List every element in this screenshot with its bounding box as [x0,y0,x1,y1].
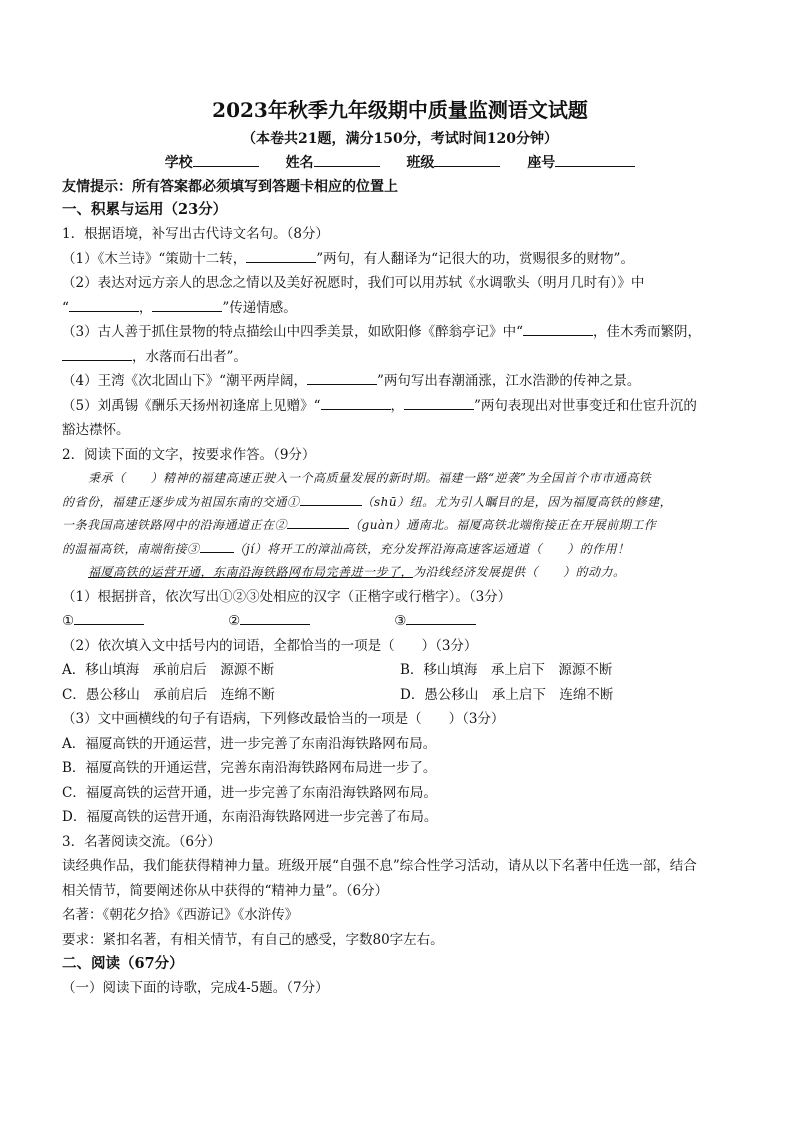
q1-4-text-b: ”两句写出春潮涌涨，江水浩渺的传神之景。 [377,373,641,389]
q1-2-quote: “ [62,299,69,316]
q3-requirement: 要求：紧扣名著，有相关情节，有自己的感受，字数80字左右。 [62,931,444,948]
q1-2-text: ”传递情感。 [222,299,297,316]
name-label: 姓名 [285,155,314,171]
q1-item-4 [62,369,738,394]
q1-5-text-a: （5）刘禹锡《酬乐天扬州初逢席上见赠》“ [62,397,321,414]
q1-item-1 [62,247,738,272]
exam-title: 2023年秋季九年级期中质量监测语文试题 [212,98,588,122]
section-1-heading: 一、积累与运用（23分） [62,201,228,218]
q2-passage-line-1: 秉承（ ）精神的福建高速正驶入一个高质量发展的新时期。福建一路“逆袭”为全国首个市市通高铁 [88,471,652,485]
blank-marker-3: ③ [394,613,407,629]
q2-p4-text-b: （jí）将开工的漳汕高铁，充分发挥沿海高速客运通道（ ）的作用！ [233,541,630,556]
q1-item-3-cont [62,345,738,370]
q2-sub-3: （3）文中画横线的句子有语病，下列修改最恰当的一项是（ ）（3分） [62,711,505,727]
answer-blank[interactable] [62,347,132,361]
option-a[interactable]: A．移山填海 承前启后 源源不断 [62,662,275,678]
q2-options-row-2 [62,683,738,708]
q1-stem: 1．根据语境，补写出古代诗文名句。（8分） [62,226,329,242]
blank-marker-1: ① [62,613,75,629]
answer-blank[interactable] [523,322,593,336]
q1-3-text-b: ，佳木秀而繁阴， [593,324,701,340]
answer-blank[interactable] [307,371,377,385]
q3-body-2: 相关情节，简要阐述你从中获得的“精神力量”。（6分） [62,882,389,899]
q2-p2-text-b: （shū）纽。尤为引人瞩目的是，因为福厦高铁的修建， [361,494,673,509]
section-2-heading: 二、阅读（67分） [62,955,184,972]
revision-option-d[interactable]: D．福厦高铁的运营开通，东南沿海铁路网进一步完善了布局。 [62,809,438,825]
q3-stem: 3．名著阅读交流。（6分） [62,833,221,850]
answer-blank[interactable] [74,611,144,625]
revision-option-b[interactable]: B．福厦高铁的开通运营，完善东南沿海铁路网布局进一步了。 [62,760,437,776]
q1-item-2: （2）表达对远方亲人的思念之情以及美好祝愿时，我们可以用苏轼《水调歌头（明月几时有）》中 [62,275,645,291]
q1-1-text-a: （1）《木兰诗》“策勋十二转， [62,250,247,267]
answer-blank[interactable] [69,298,139,312]
q2-p4-text-a: 的温福高铁，南端衔接③ [62,541,200,556]
revision-option-c[interactable]: C．福厦高铁的运营开通，进一步完善了东南沿海铁路网布局。 [62,784,437,801]
q3-books: 名著：《朝花夕拾》《西游记》《水浒传》 [62,907,299,923]
answer-blank[interactable] [246,249,316,263]
q2-p3-text-b: （guàn）通南北。福厦高铁北端衔接正在开展前期工作 [349,518,657,532]
q1-1-text-b: ”两句，有人翻译为“记很大的功，赏赐很多的财物”。 [316,250,634,267]
answer-blank[interactable] [240,611,310,625]
q1-2-comma: ， [138,299,153,316]
q2-passage-line-4 [62,538,738,562]
q2-p3-text-a: 一条我国高速铁路网中的沿海通道正在② [62,518,288,532]
exam-page [62,92,738,1001]
q3-body-1: 读经典作品，我们能获得精神力量。班级开展“自强不息”综合性学习活动，请从以下名著中任选一部，结合 [62,858,697,874]
q2-sub-2: （2）依次填入文中括号内的词语，全都恰当的一项是（ ）（3分） [62,637,478,654]
q2-p2-text-a: 的省份，福建正逐步成为祖国东南的交通① [62,494,300,509]
answer-blank[interactable] [287,515,349,529]
q1-5-text-b: ”两句表现出对世事变迁和仕宦升沉的 [474,397,697,414]
school-field[interactable] [193,152,259,167]
answer-blank[interactable] [300,492,362,506]
q2-passage-line-5 [62,561,738,585]
q1-5-comma: ， [390,397,404,414]
q2-passage-line-2 [62,491,738,515]
option-b[interactable]: B．移山填海 承上启下 源源不断 [400,662,613,678]
option-c[interactable]: C．愚公移山 承前启后 连绵不断 [62,686,275,703]
q2-passage-line-3 [62,514,738,538]
answer-blank[interactable] [152,298,222,312]
q1-item-5-cont: 豁达襟怀。 [62,422,130,438]
school-label: 学校 [164,155,193,171]
q1-item-3 [62,320,738,345]
class-label: 班级 [406,155,435,171]
q1-4-text-a: （4）王湾《次北固山下》“潮平两岸阔， [62,373,307,389]
q2-options-row-1 [62,658,738,683]
answer-blank[interactable] [321,396,391,410]
blank-marker-2: ② [228,613,241,629]
exam-subtitle: （本卷共21题，满分150分，考试时间120分钟） [242,131,558,147]
q1-item-2-cont [62,296,738,321]
q2-p5-text-b: 为沿线经济发展提供（ ）的动力。 [413,565,626,579]
seat-label: 座号 [527,155,556,171]
name-field[interactable] [314,152,380,167]
option-d[interactable]: D．愚公移山 承上启下 连绵不断 [400,686,614,703]
q2-sub-1: （1）根据拼音，依次写出①②③处相应的汉字（正楷字或行楷字）。（3分） [62,588,512,605]
q2-underlined-sentence: 福厦高铁的运营开通，东南沿海铁路网布局完善进一步了， [88,565,414,579]
q1-3-text-a: （3）古人善于抓住景物的特点描绘山中四季美景，如欧阳修《醉翁亭记》中“ [62,324,523,340]
answer-blank[interactable] [406,611,476,625]
friendly-tip: 友情提示：所有答案都必须填写到答题卡相应的位置上 [62,179,398,195]
seat-field[interactable] [555,152,635,167]
answer-blank[interactable] [200,539,234,553]
q1-3-text-c: ，水落而石出者”。 [132,348,247,365]
q2-stem: 2．阅读下面的文字，按要求作答。（9分） [62,446,316,463]
revision-option-a[interactable]: A．福厦高铁的开通运营，进一步完善了东南沿海铁路网布局。 [62,735,437,752]
class-field[interactable] [434,152,500,167]
student-info-row [62,152,738,174]
section-2-part-1: （一）阅读下面的诗歌，完成4-5题。（7分） [62,980,329,996]
q1-item-5 [62,394,738,419]
answer-blank[interactable] [404,396,474,410]
q2-sub-1-blanks [62,609,738,634]
